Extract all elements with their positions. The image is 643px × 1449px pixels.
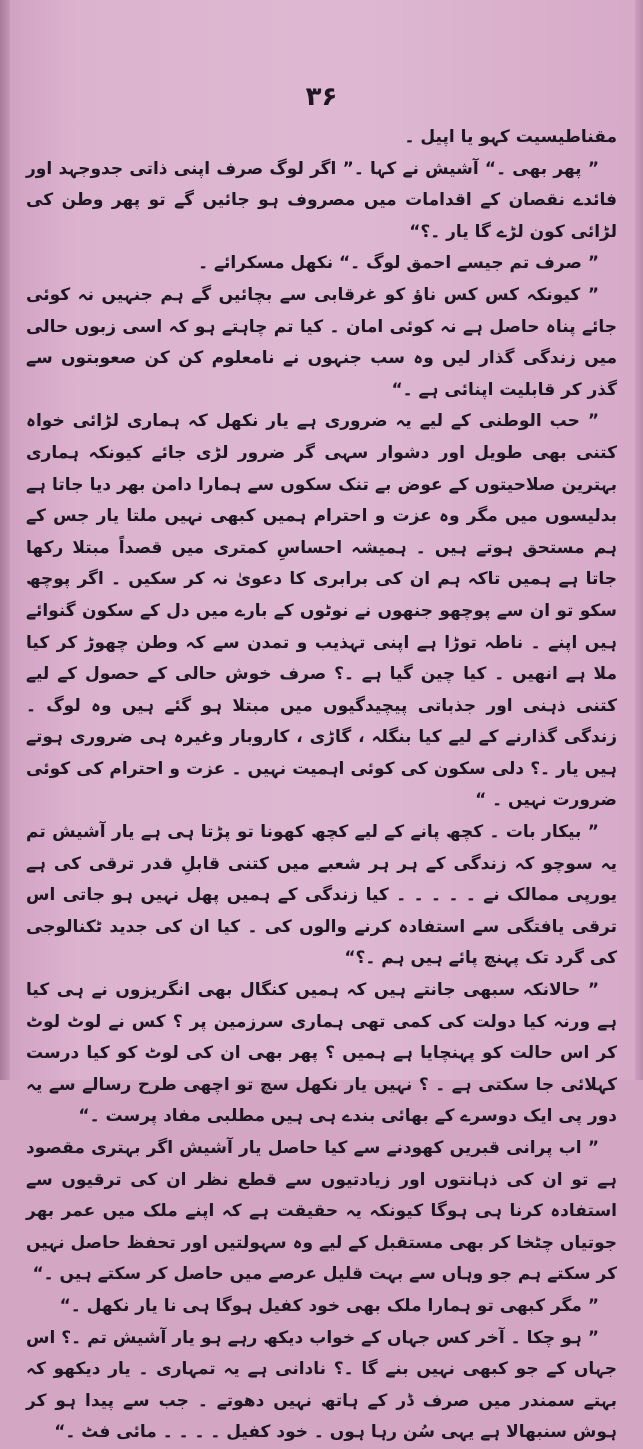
page-number: ۳۶	[305, 82, 338, 112]
paragraph: ” حالانکہ سبھی جانتے ہیں کہ ہمیں کنگال بھی انگریزوں نے ہی کیا ہے ورنہ کیا دولت کی کمی تھی ہماری سرزمین پر ؟ کس نے لوٹ لوٹ کر اس حالت کو پہنچایا ہے ہمیں ؟ پھر بھی ان کی لوٹ کو کیا درست کہلائی جا سکتی ہے ۔ ؟ نہیں یار نکھل سچ تو اچھی طرح رسالے سے یہ دور پی ایک دوسرے کے بھائی بندے ہی ہیں مطلبی مفاد پرست ۔“	[26, 980, 617, 1127]
paragraph: ” حب الوطنی کے لیے یہ ضروری ہے یار نکھل کہ ہماری لڑائی خواہ کتنی بھی طویل اور دشوار سہی گر ضرور لڑی جائے کیونکہ ہماری بہترین صلاحیتوں کے عوض بے تنک سکوں سے ہمارا دامن بھر دیا جاتا ہے بدلیسوں میں مگر وہ عزت و احترام ہمیں کبھی نہیں ملتا یار جس کے ہم مستحق ہوتے ہیں ۔ ہمیشہ احساسِ کمتری میں قصداً مبتلا رکھا جاتا ہے ہمیں تاکہ ہم ان کی برابری کا دعویٰ نہ کر سکیں ۔ اگر پوچھ سکو تو ان سے پوچھو جنھوں نے نوٹوں کے بارے میں دل کے سکون گنوائے ہیں اپنے ۔ ناطہ توڑا ہے اپنی تہذیب و تمدن سے کہ وطن چھوڑ کر کیا ملا ہے انھیں ۔ کیا چین گیا ہے ۔؟ صرف خوش حالی کے حصول کے لیے کتنی ذہنی اور جذباتی پیچیدگیوں میں مبتلا ہو گئے ہیں وہ لوگ ۔ زندگی گذارنے کے لیے کیا بنگلہ ، گاڑی ، کاروبار وغیرہ ہی ضروری ہوتے ہیں یار ۔؟ دلی سکون کی کوئی اہمیت نہیں ۔ عزت و احترام کی کوئی ضرورت نہیں ۔ “	[26, 411, 617, 811]
paragraph: مقناطیسیت کہو یا اپیل ۔	[404, 127, 617, 147]
paragraph: ” بیکار بات ۔ کچھ پانے کے لیے کچھ کھونا تو پڑتا ہی ہے یار آشیش تم یہ سوچو کہ زندگی کے ہر ہر شعبے میں کتنی قابلِ قدر ترقی کی ہے یورپی ممالک نے ۔ ۔ ۔ ۔ ۔ کیا زندگی کے ہمیں پھل نہیں ہو جاتی اس ترقی یافتگی سے استفادہ کرنے والوں کی ۔ کیا ان کی جدید ٹکنالوجی کی گرد تک پہنچ پائے ہیں ہم ۔؟“	[26, 822, 617, 969]
paragraph: ” صرف تم جیسے احمق لوگ ۔“ نکھل مسکرائے ۔	[198, 253, 599, 274]
page-edge-shadow-right	[635, 0, 643, 1080]
paragraph: ” ہو چکا ۔ آخر کس جہاں کے خواب دیکھ رہے ہو یار آشیش تم ۔؟ اس جہاں کے جو کبھی نہیں بنے گا ۔؟ نادانی ہے یہ تمہاری ۔ یار دیکھو کہ بہتے سمندر میں صرف ڈر کے ہاتھ نہیں دھوتے ۔ جب سے پیدا ہو کر ہوش سنبھالا ہے یہی سُن رہا ہوں ۔ خود کفیل ۔ ۔ ۔ ۔ مائی فٹ ۔“	[26, 1327, 617, 1443]
paragraph: ” کیونکہ کس کس ناؤ کو غرقابی سے بچائیں گے ہم جنہیں نہ کوئی جائے پناہ حاصل ہے نہ کوئی امان ۔ کیا تم چاہتے ہو کہ اسی زبوں حالی میں زندگی گذار لیں وہ سب جنہوں نے نامعلوم کن کن صعوبتوں سے گذر کر قابلیت اپنائی ہے ۔“	[26, 284, 617, 400]
paragraph: ” مگر کبھی تو ہمارا ملک بھی خود کفیل ہوگا ہی نا یار نکھل ۔“	[59, 1295, 599, 1316]
paragraph: ” اب پرانی قبریں کھودنے سے کیا حاصل یار آشیش اگر بہتری مقصود ہے تو ان کی ذہانتوں اور زیادتیوں سے قطع نظر ان کی ترقیوں سے استفادہ کرنا ہی ہوگا کیونکہ یہ حقیقت ہے کہ اپنے ملک میں عمر بھر جوتیاں چٹخا کر بھی مستقبل کے لیے وہ سہولتیں اور تحفظ حاصل نہیں کر سکتے ہم جو وہاں سے بہت قلیل عرصے میں حاصل کر سکتے ہیں ۔“	[26, 1138, 617, 1285]
body-text	[26, 122, 617, 1449]
paragraph: ” پھر بھی ۔“ آشیش نے کہا ۔” اگر لوگ صرف اپنی ذاتی جدوجہد اور فائدے نقصان کے اقدامات میں مصروف ہو جائیں گے تو پھر وطن کی لڑائی کون لڑے گا یار ۔؟“	[26, 158, 617, 242]
page-edge-shadow-left	[0, 0, 10, 1080]
